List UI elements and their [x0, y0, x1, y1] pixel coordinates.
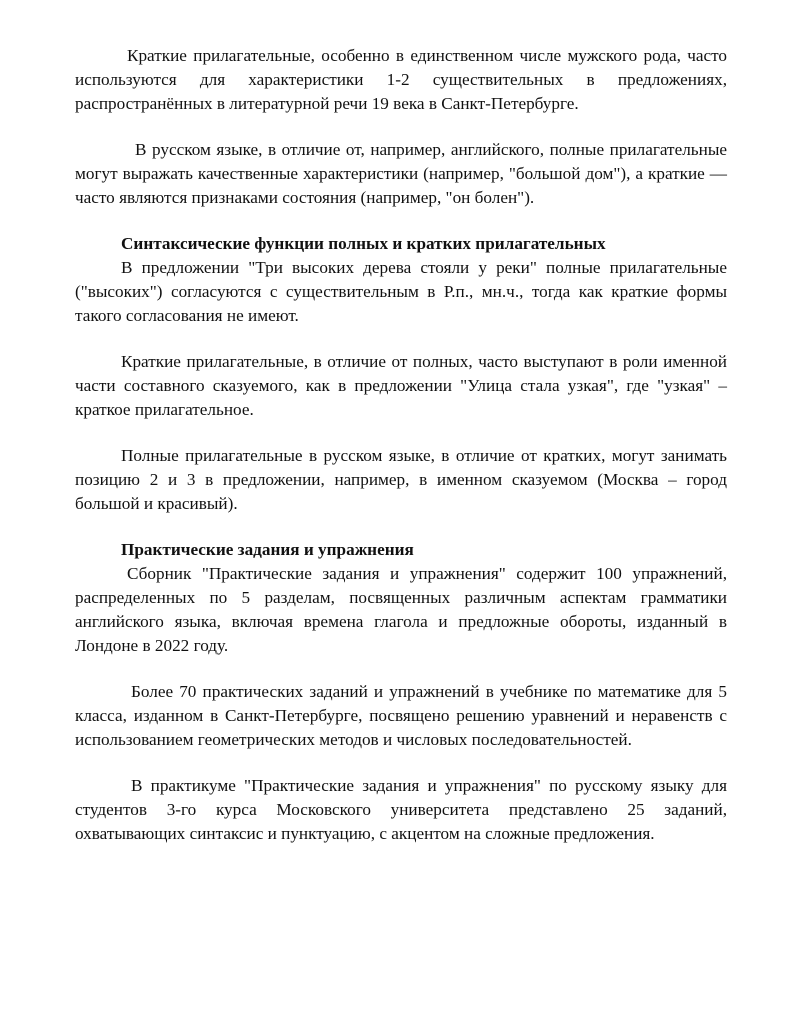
paragraph-short-adjectives-predicate: Краткие прилагательные, в отличие от полных, часто выступают в роли именной части составного сказуемого, как в предложении "Улица стала узкая", где "узкая" – краткое прилагательное. — [75, 352, 727, 419]
paragraph-russian-vs-english-adjectives: В русском языке, в отличие от, например, английского, полные прилагательные могут выражать качественные характеристики (например, "большой дом"), а краткие — часто являются признаками состояния (например, "он болен"). — [75, 140, 727, 207]
section-heading-practical-tasks: Практические задания и упражнения — [121, 540, 414, 559]
paragraph-three-tall-trees: В предложении "Три высоких дерева стояли у реки" полные прилагательные ("высоких") согласуются с существительным в Р.п., мн.ч., тогда как краткие формы такого согласования не имеют. — [75, 258, 727, 325]
paragraph-short-adjectives-19th-century: Краткие прилагательные, особенно в единственном числе мужского рода, часто используются для характеристики 1-2 существительных в предложениях, распространённых в литературной речи 19 века в Санкт-Петербурге. — [75, 46, 727, 113]
paragraph-moscow-university-workbook: В практикуме "Практические задания и упражнения" по русскому языку для студентов 3-го курса Московского университета представлено 25 заданий, охватывающих синтаксис и пунктуацию, с акцентом на сложные предложения. — [75, 776, 727, 843]
paragraph-collection-100-exercises: Сборник "Практические задания и упражнения" содержит 100 упражнений, распределенных по 5 разделам, посвященных различным аспектам грамматики английского языка, включая времена глагола и предложные обороты, изданный в Лондоне в 2022 году. — [75, 564, 727, 655]
paragraph-math-textbook-70-tasks: Более 70 практических заданий и упражнений в учебнике по математике для 5 класса, изданном в Санкт-Петербурге, посвящено решению уравнений и неравенств с использованием геометрических методов и числовых последовательностей. — [75, 682, 727, 749]
document-page — [75, 44, 727, 846]
paragraph-full-adjectives-position: Полные прилагательные в русском языке, в отличие от кратких, могут занимать позицию 2 и 3 в предложении, например, в именном сказуемом (Москва – город большой и красивый). — [75, 446, 727, 513]
section-heading-syntactic-functions: Синтаксические функции полных и кратких прилагательных — [121, 234, 606, 253]
